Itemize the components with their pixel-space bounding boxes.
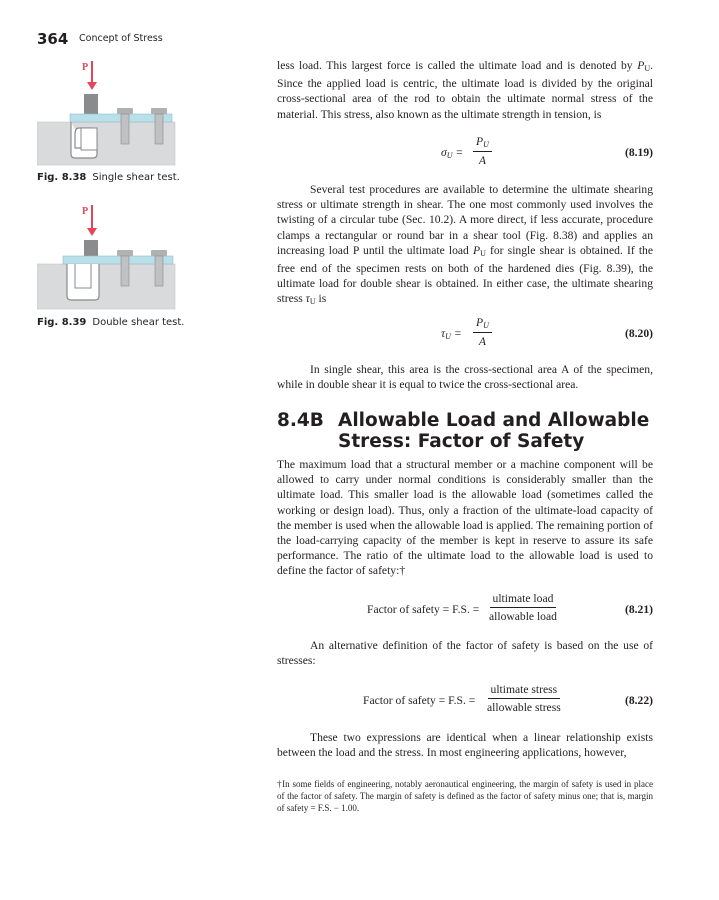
- single-shear-diagram: [37, 56, 177, 168]
- section-title-line1: Allowable Load and Allowable: [338, 410, 650, 431]
- equation-lhs: Factor of safety = F.S. =: [363, 694, 476, 707]
- equation-numerator: ultimate stress: [488, 683, 561, 699]
- load-arrow-head: [87, 228, 97, 236]
- equation-number: (8.20): [624, 327, 653, 340]
- figure-label: Fig. 8.38: [37, 172, 87, 183]
- footnote: †In some fields of engineering, notably aeronautical engineering, the margin of safety is used in place of the factor of safety. The margin of safety is defined as the factor of safety minus one; that is, margin of safety = F.S. − 1.00.: [277, 779, 653, 813]
- equation-number: (8.21): [624, 603, 653, 616]
- figure-double-shear: [37, 200, 177, 312]
- paragraph-shear-tests: Several test procedures are available to determine the ultimate shearing stress or ultimate strength in shear. The one most commonly used involves the twisting of a circular tube (Sec. 10.2). A more direct, if less accurate, procedure clamps a rectangular or round bar in a shear tool (Fig. 8.38) and applies an increasing load P until the ultimate load $P_U$ for single shear is obtained. If the free end of the specimen rests on both of the hardened dies (Fig. 8.39), the ultimate load for double shear is obtained. In either case, the ultimate shearing stress $\tau_U$ is: [277, 183, 653, 307]
- equation-denominator: A: [478, 154, 486, 167]
- bolt-shank-1: [121, 114, 129, 144]
- equation-denominator: allowable stress: [487, 701, 561, 714]
- figure-label: Fig. 8.39: [37, 317, 87, 328]
- die-block: [37, 122, 175, 165]
- equation-8-22: [277, 683, 653, 717]
- equation-8-20: [277, 316, 653, 350]
- specimen-slot: [81, 128, 97, 150]
- double-shear-diagram: [37, 200, 177, 312]
- figure-single-shear: [37, 56, 177, 168]
- die-opening: [67, 264, 99, 300]
- equation-fraction: [473, 135, 492, 167]
- equation-lhs: $\sigma_U$ =: [441, 146, 464, 160]
- bolt-head-1: [117, 108, 133, 114]
- equation-numerator: ultimate load: [490, 592, 557, 608]
- running-head: Concept of Stress: [79, 33, 163, 44]
- load-arrow-head: [87, 82, 97, 90]
- section-number: 8.4B: [277, 410, 324, 431]
- section-title-line2: Stress: Factor of Safety: [338, 431, 585, 452]
- paragraph-ultimate-load: less load. This largest force is called the ultimate load and is denoted by $P_U$. Since the applied load is centric, the ultimate load is divided by the original cross-sectional area of the rod to obtain the ultimate normal stress of the material. This stress, also known as the ultimate strength in tension, is: [277, 59, 653, 121]
- paragraph-alternative-definition: An alternative definition of the factor of safety is based on the use of stresses:: [277, 639, 653, 668]
- equation-fraction: [489, 592, 557, 623]
- page-number: 364: [37, 30, 69, 48]
- equation-number: (8.22): [624, 694, 653, 707]
- section-heading: [277, 410, 677, 452]
- bolt-head-2: [151, 250, 167, 256]
- equation-lhs: Factor of safety = F.S. =: [367, 603, 480, 616]
- equation-number: (8.19): [624, 146, 653, 159]
- figure-caption-8-38: [37, 172, 180, 183]
- equation-8-21: [277, 592, 653, 626]
- paragraph-allowable-load: The maximum load that a structural member or a machine component will be allowed to carry under normal conditions is considerably smaller than the ultimate load. This smaller load is the allowable load (sometimes called the working or design load). Thus, only a fraction of the ultimate-load capacity of the member is used when the allowable load is applied. The remaining portion of the load-carrying capacity of the member is kept in reserve to assure its safe performance. The ratio of the ultimate load to the allowable load is used to define the factor of safety:†: [277, 458, 653, 578]
- paragraph-linear-relationship: These two expressions are identical when a linear relationship exists between the load and the stress. In most engineering applications, however,: [277, 731, 653, 760]
- equation-fraction: [487, 683, 561, 714]
- bolt-shank-2: [155, 114, 163, 144]
- figure-caption-8-39: [37, 317, 185, 328]
- equation-denominator: A: [478, 335, 486, 348]
- bolt-shank-2: [155, 256, 163, 286]
- paragraph-area: In single shear, this area is the cross-sectional area A of the specimen, while in double shear it is equal to twice the cross-sectional area.: [277, 363, 653, 392]
- equation-fraction: [473, 316, 492, 348]
- bolt-head-2: [151, 108, 167, 114]
- equation-lhs: $\tau_U$ =: [441, 327, 462, 341]
- figure-caption-text: Double shear test.: [92, 317, 185, 328]
- shear-blade: [84, 94, 98, 116]
- figure-caption-text: Single shear test.: [92, 172, 180, 183]
- bolt-shank-1: [121, 256, 129, 286]
- die-block: [37, 264, 175, 309]
- load-label: P: [82, 62, 89, 73]
- load-label: P: [82, 206, 89, 217]
- equation-8-19: [277, 135, 653, 169]
- equation-denominator: allowable load: [489, 610, 557, 623]
- equation-numerator: $P_U$: [473, 316, 492, 333]
- equation-numerator: $P_U$: [473, 135, 492, 152]
- bolt-head-1: [117, 250, 133, 256]
- shear-blade: [84, 240, 98, 256]
